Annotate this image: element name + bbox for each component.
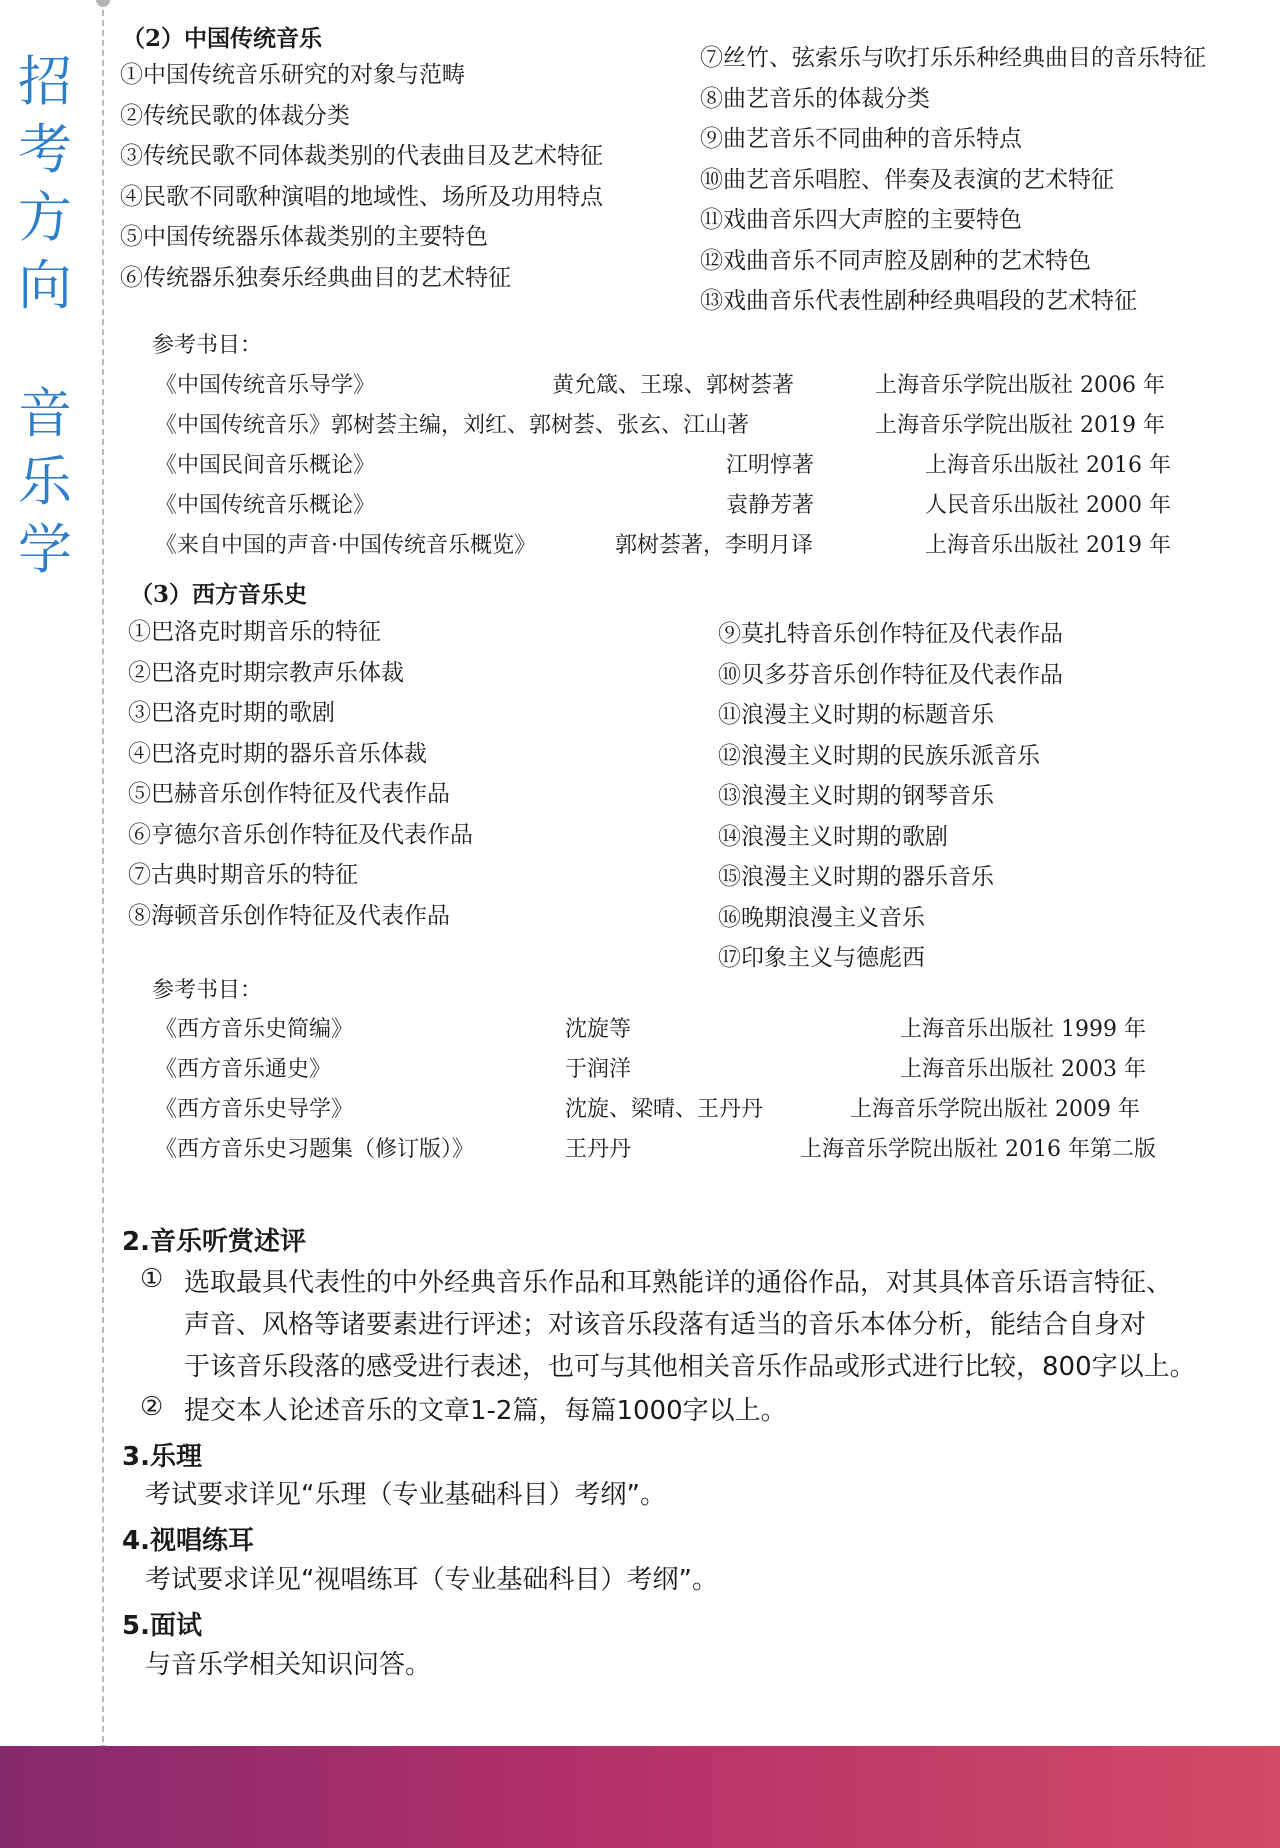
sec2-right-list (700, 38, 1206, 322)
list-item: ⑭浪漫主义时期的歌剧 (718, 823, 948, 850)
list-item: ③巴洛克时期的歌剧 (128, 700, 335, 726)
book-title: 《中国传统音乐导学》 (155, 373, 376, 398)
list-item: ⑯晚期浪漫主义音乐 (718, 904, 925, 931)
sec2-left-list (120, 55, 603, 298)
list-item: ①中国传统音乐研究的对象与范畴 (120, 62, 465, 88)
footer-bar (0, 1746, 1280, 1848)
sidebar-char: 乐 (18, 450, 72, 513)
book-title: 《西方音乐通史》 (155, 1057, 332, 1082)
sec3-left-list (128, 612, 473, 936)
book-title: 《来自中国的声音·中国传统音乐概览》 (155, 533, 536, 558)
paragraph-line: 于该音乐段落的感受进行表述，也可与其他相关音乐作品或形式进行比较，800字以上。 (184, 1352, 1196, 1382)
book-author: 王丹丹 (565, 1137, 632, 1162)
list-item: ⑪浪漫主义时期的标题音乐 (718, 702, 994, 728)
section-heading: 3.乐理 (122, 1442, 202, 1472)
list-item: ⑥亨德尔音乐创作特征及代表作品 (128, 821, 473, 848)
list-item: ⑩曲艺音乐唱腔、伴奏及表演的艺术特征 (700, 166, 1114, 193)
book-author: 袁静芳著 (726, 493, 815, 518)
divider-dot (96, 0, 110, 7)
books-label: 参考书目： (152, 978, 263, 1003)
list-item: ⑫浪漫主义时期的民族乐派音乐 (718, 742, 1040, 769)
section-heading: （2）中国传统音乐 (122, 25, 323, 52)
list-item: ④巴洛克时期的器乐音乐体裁 (128, 740, 427, 767)
paragraph (184, 1262, 1280, 1388)
list-item: ⑬浪漫主义时期的钢琴音乐 (718, 783, 994, 809)
list-item: ③传统民歌不同体裁类别的代表曲目及艺术特征 (120, 143, 603, 169)
sidebar-char: 学 (18, 518, 72, 581)
book-publisher: 上海音乐学院出版社 2019 年 (875, 413, 1165, 438)
section-heading: 5.面试 (122, 1611, 202, 1641)
book-author: 郭树荟著，李明月译 (615, 533, 814, 558)
list-item: ⑪戏曲音乐四大声腔的主要特色 (700, 207, 1022, 233)
list-item: ⑧海顿音乐创作特征及代表作品 (128, 902, 450, 929)
book-author: 黄允箴、王瑔、郭树荟著 (552, 373, 795, 398)
sidebar-char: 向 (18, 254, 72, 317)
book-title: 《中国民间音乐概论》 (155, 453, 376, 478)
book-author: 于润洋 (565, 1057, 632, 1082)
list-item: ①巴洛克时期音乐的特征 (128, 619, 381, 645)
book-title: 《中国传统音乐》郭树荟主编，刘红、郭树荟、张玄、江山著 (155, 413, 750, 438)
book-publisher: 上海音乐出版社 1999 年 (900, 1017, 1146, 1042)
book-title: 《中国传统音乐概论》 (155, 493, 376, 518)
book-publisher: 上海音乐出版社 2003 年 (900, 1057, 1146, 1082)
list-item: ⑦古典时期音乐的特征 (128, 862, 358, 888)
sidebar-char: 考 (18, 118, 72, 181)
book-author: 江明惇著 (726, 453, 815, 478)
list-item: ⑰印象主义与德彪西 (718, 945, 925, 971)
book-title: 《西方音乐史导学》 (155, 1097, 354, 1122)
list-item: ⑦丝竹、弦索乐与吹打乐乐种经典曲目的音乐特征 (700, 45, 1206, 71)
divider-line (102, 0, 104, 1752)
sec3-right-list (718, 614, 1063, 979)
sidebar-char: 音 (18, 382, 72, 445)
list-item: ⑮浪漫主义时期的器乐音乐 (718, 864, 994, 890)
section-heading: 4.视唱练耳 (122, 1526, 254, 1556)
list-item: ⑬戏曲音乐代表性剧种经典唱段的艺术特征 (700, 288, 1137, 314)
paragraph-line: 选取最具代表性的中外经典音乐作品和耳熟能详的通俗作品，对其具体音乐语言特征、 (184, 1268, 1173, 1298)
list-item: ⑨曲艺音乐不同曲种的音乐特点 (700, 126, 1022, 152)
book-publisher: 上海音乐学院出版社 2016 年第二版 (800, 1137, 1156, 1162)
paragraph: 与音乐学相关知识问答。 (145, 1650, 432, 1680)
list-item: ⑥传统器乐独奏乐经典曲目的艺术特征 (120, 264, 511, 291)
list-item: ⑨莫扎特音乐创作特征及代表作品 (718, 621, 1063, 647)
sidebar-char: 方 (18, 186, 72, 249)
list-item: ⑧曲艺音乐的体裁分类 (700, 85, 930, 112)
book-title: 《西方音乐史习题集（修订版）》 (155, 1137, 475, 1162)
list-item: ⑤巴赫音乐创作特征及代表作品 (128, 781, 450, 807)
list-item: ②巴洛克时期宗教声乐体裁 (128, 659, 404, 686)
section-heading: 2.音乐听赏述评 (122, 1227, 306, 1257)
sidebar-title (14, 48, 76, 584)
book-author: 沈旋、梁晴、王丹丹 (565, 1097, 764, 1122)
book-publisher: 人民音乐出版社 2000 年 (925, 493, 1171, 518)
section-heading: （3）西方音乐史 (130, 581, 308, 608)
list-item: ⑤中国传统器乐体裁类别的主要特色 (120, 224, 488, 250)
book-author: 沈旋等 (565, 1017, 632, 1042)
item-number: ① (140, 1264, 164, 1294)
paragraph: 考试要求详见“视唱练耳（专业基础科目）考纲”。 (145, 1565, 718, 1595)
book-publisher: 上海音乐学院出版社 2009 年 (850, 1097, 1140, 1122)
list-item: ④民歌不同歌种演唱的地域性、场所及功用特点 (120, 183, 603, 210)
paragraph: 考试要求详见“乐理（专业基础科目）考纲”。 (145, 1480, 666, 1510)
list-item: ⑫戏曲音乐不同声腔及剧种的艺术特色 (700, 247, 1091, 274)
sidebar-char: 招 (18, 50, 72, 113)
item-number: ② (140, 1392, 164, 1422)
paragraph: 提交本人论述音乐的文章1-2篇，每篇1000字以上。 (184, 1396, 787, 1426)
books-label: 参考书目： (152, 333, 263, 358)
list-item: ⑩贝多芬音乐创作特征及代表作品 (718, 661, 1063, 688)
list-item: ②传统民歌的体裁分类 (120, 102, 350, 129)
book-title: 《西方音乐史简编》 (155, 1017, 354, 1042)
book-publisher: 上海音乐出版社 2019 年 (925, 533, 1171, 558)
book-publisher: 上海音乐学院出版社 2006 年 (875, 373, 1165, 398)
paragraph-line: 声音、风格等诸要素进行评述；对该音乐段落有适当的音乐本体分析，能结合自身对 (184, 1310, 1147, 1340)
book-publisher: 上海音乐出版社 2016 年 (925, 453, 1171, 478)
